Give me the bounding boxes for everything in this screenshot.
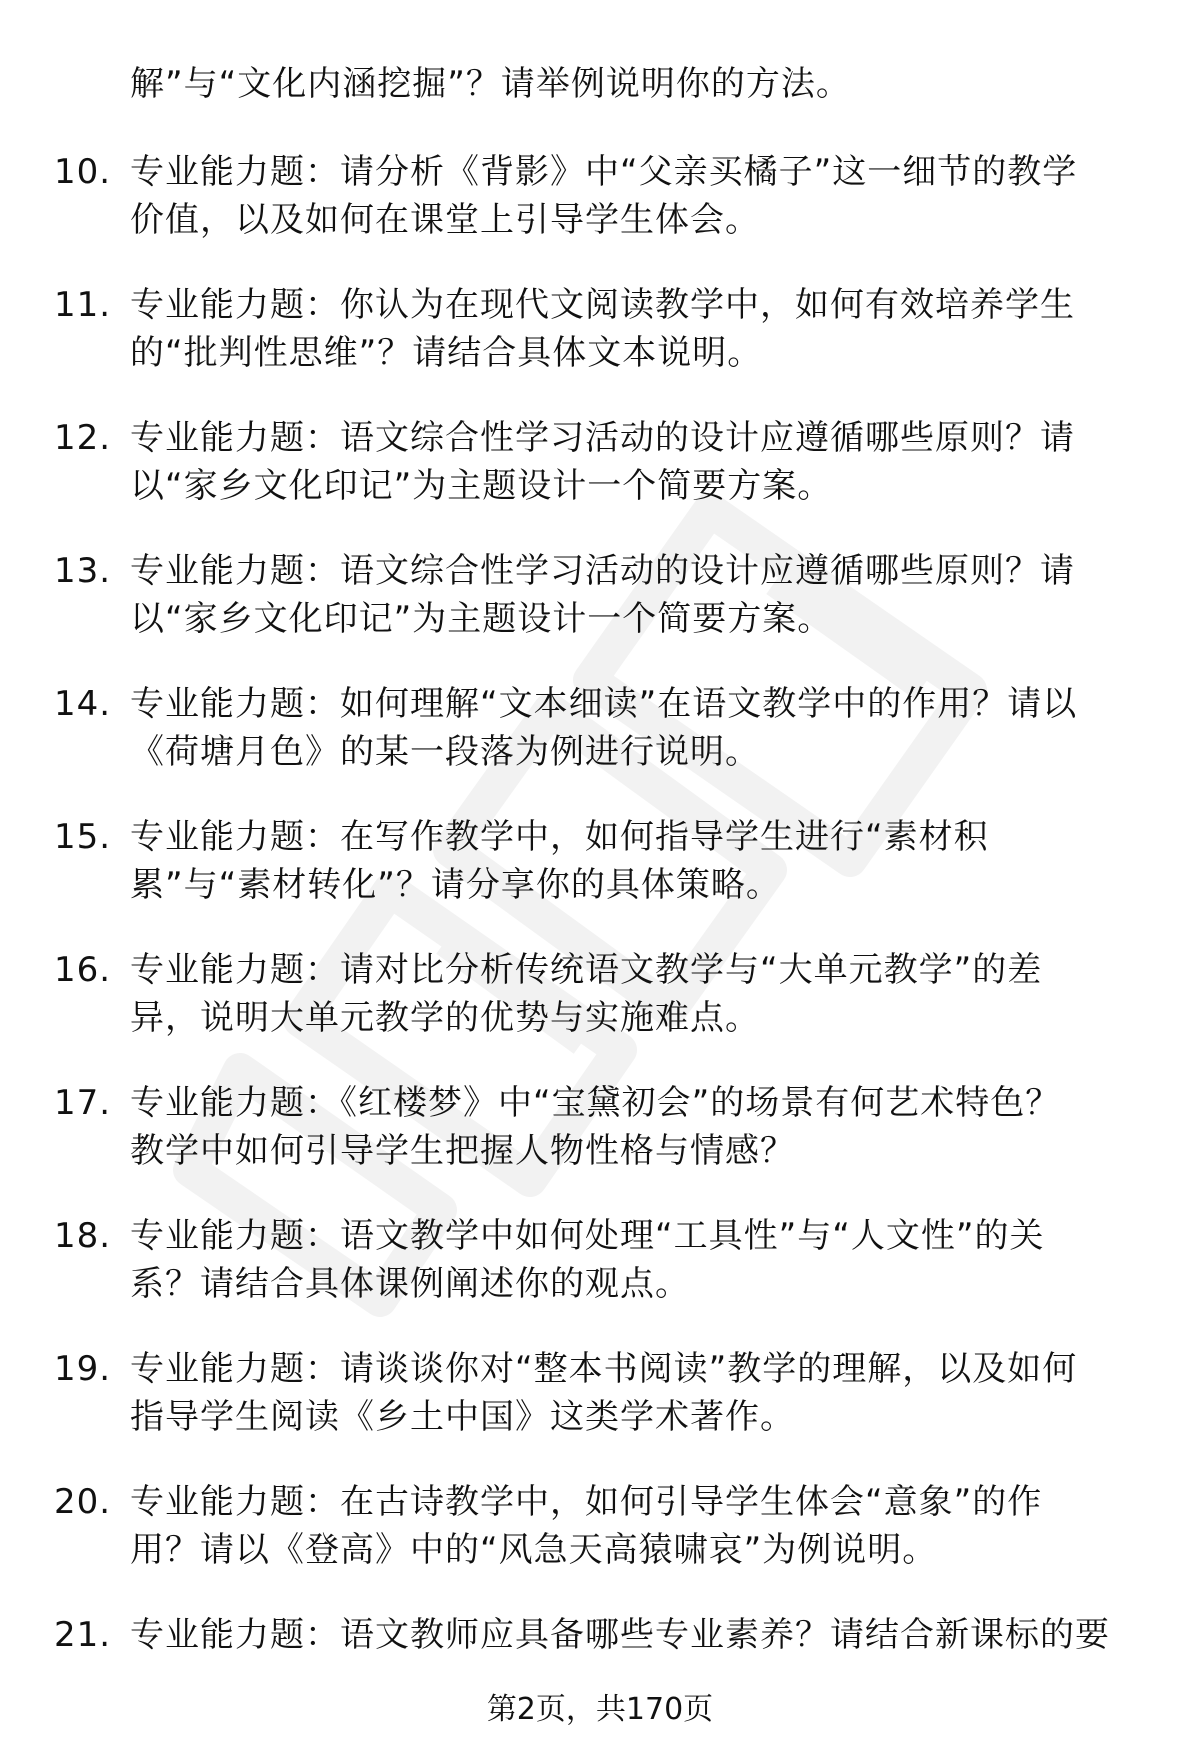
- question-item: [0, 1478, 1200, 1611]
- question-line: 专业能力题：语文教学中如何处理“工具性”与“人文性”的关: [130, 1216, 1045, 1256]
- question-item: [0, 547, 1200, 680]
- question-text: [130, 813, 1150, 909]
- question-item: [0, 414, 1200, 547]
- question-list: [0, 148, 1200, 1744]
- question-item: [0, 946, 1200, 1079]
- question-line: 专业能力题：语文综合性学习活动的设计应遵循哪些原则？请: [130, 551, 1075, 591]
- question-text: [130, 148, 1150, 244]
- question-line: 指导学生阅读《乡土中国》这类学术著作。: [130, 1397, 795, 1437]
- question-line: 专业能力题：请谈谈你对“整本书阅读”教学的理解，以及如何: [130, 1349, 1078, 1389]
- question-item: [0, 148, 1200, 281]
- question-line: 用？请以《登高》中的“风急天高猿啸哀”为例说明。: [130, 1530, 938, 1570]
- question-line: 累”与“素材转化”？请分享你的具体策略。: [130, 865, 781, 905]
- question-item: [0, 1345, 1200, 1478]
- question-number: 21.: [54, 1615, 112, 1655]
- question-line: 专业能力题：在古诗教学中，如何引导学生体会“意象”的作: [130, 1482, 1043, 1522]
- question-line: 系？请结合具体课例阐述你的观点。: [130, 1264, 690, 1304]
- question-text: [130, 680, 1150, 776]
- question-line: 以“家乡文化印记”为主题设计一个简要方案。: [130, 466, 833, 506]
- question-text: [130, 547, 1150, 643]
- question-number: 20.: [54, 1482, 112, 1522]
- question-number: 14.: [54, 684, 112, 724]
- question-line: 专业能力题：《红楼梦》中“宝黛初会”的场景有何艺术特色？: [130, 1083, 1061, 1123]
- question-line: 专业能力题：如何理解“文本细读”在语文教学中的作用？请以: [130, 684, 1078, 724]
- question-line: 教学中如何引导学生把握人物性格与情感？: [130, 1131, 795, 1171]
- question-number: 13.: [54, 551, 112, 591]
- question-text: [130, 1079, 1150, 1175]
- question-number: 15.: [54, 817, 112, 857]
- question-line: 专业能力题：语文综合性学习活动的设计应遵循哪些原则？请: [130, 418, 1075, 458]
- question-line: 的“批判性思维”？请结合具体文本说明。: [130, 333, 763, 373]
- question-item: [0, 281, 1200, 414]
- question-item: [0, 1212, 1200, 1345]
- question-number: 18.: [54, 1216, 112, 1256]
- page-footer: 第2页，共170页: [486, 1692, 714, 1727]
- question-line: 专业能力题：语文教师应具备哪些专业素养？请结合新课标的要: [130, 1615, 1110, 1655]
- question-item: [0, 680, 1200, 813]
- question-line: 以“家乡文化印记”为主题设计一个简要方案。: [130, 599, 833, 639]
- question-text: [130, 414, 1150, 510]
- question-number: 16.: [54, 950, 112, 990]
- question-number: 12.: [54, 418, 112, 458]
- question-line: 专业能力题：在写作教学中，如何指导学生进行“素材积: [130, 817, 989, 857]
- question-text: [130, 281, 1150, 377]
- question-number: 19.: [54, 1349, 112, 1389]
- question-line: 《荷塘月色》的某一段落为例进行说明。: [130, 732, 760, 772]
- question-text: [130, 946, 1150, 1042]
- question-number: 17.: [54, 1083, 112, 1123]
- continuation-line: 解”与“文化内涵挖掘”？请举例说明你的方法。: [130, 64, 851, 104]
- question-line: 价值，以及如何在课堂上引导学生体会。: [130, 200, 760, 240]
- question-text: [130, 1212, 1150, 1308]
- question-item: [0, 813, 1200, 946]
- question-number: 11.: [54, 285, 112, 325]
- question-text: [130, 1478, 1150, 1574]
- question-line: 专业能力题：请对比分析传统语文教学与“大单元教学”的差: [130, 950, 1043, 990]
- question-text: [130, 1611, 1150, 1659]
- question-line: 专业能力题：请分析《背影》中“父亲买橘子”这一细节的教学: [130, 152, 1078, 192]
- question-number: 10.: [54, 152, 112, 192]
- question-line: 专业能力题：你认为在现代文阅读教学中，如何有效培养学生: [130, 285, 1075, 325]
- question-item: [0, 1079, 1200, 1212]
- question-text: [130, 1345, 1150, 1441]
- question-line: 异，说明大单元教学的优势与实施难点。: [130, 998, 760, 1038]
